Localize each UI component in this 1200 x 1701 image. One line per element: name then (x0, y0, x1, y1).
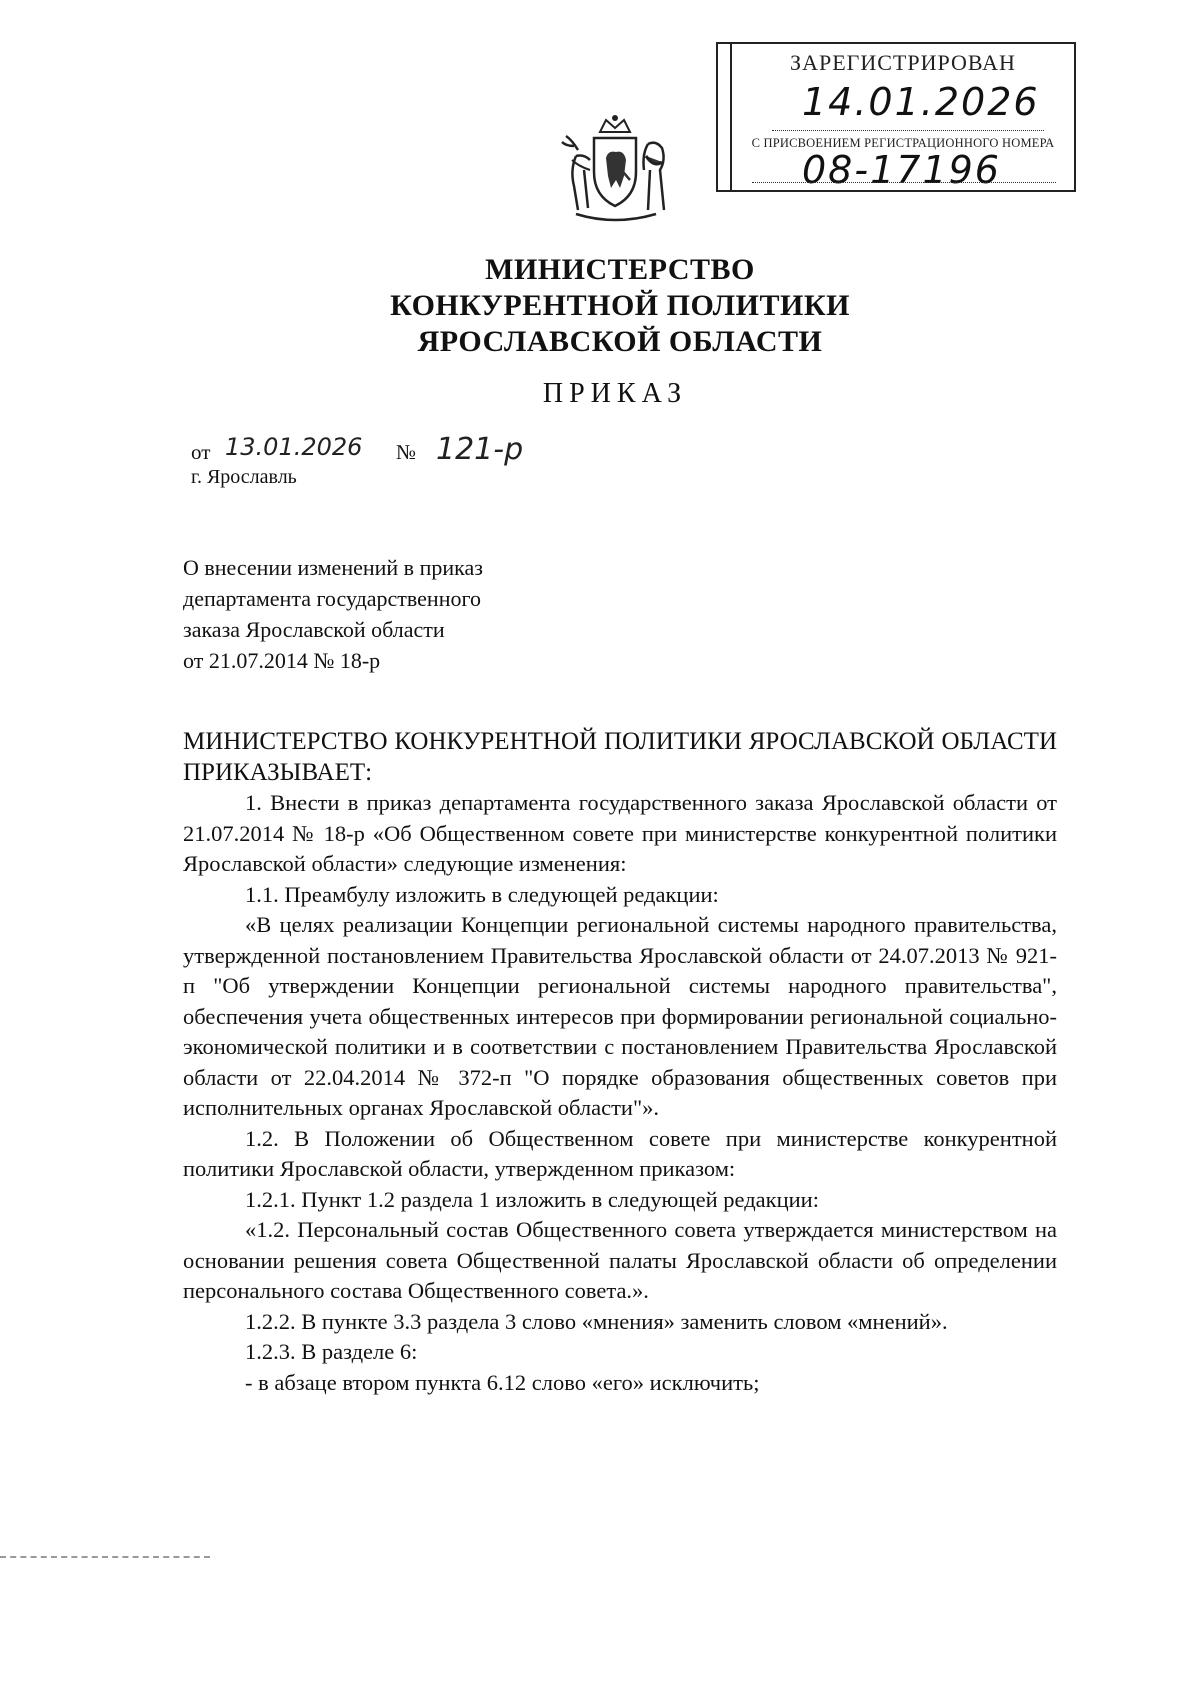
clause-1-2-3-a: - в абзаце втором пункта 6.12 слово «его» исключить; (245, 1369, 760, 1395)
clause-1-2-1: 1.2.1. Пункт 1.2 раздела 1 изложить в следующей редакции: (245, 1186, 819, 1212)
stamp-frame (730, 44, 1074, 190)
coat-of-arms-icon (556, 110, 674, 230)
clause-1-2-3: 1.2.3. В разделе 6: (245, 1339, 418, 1364)
date-label: от (191, 440, 211, 464)
stamp-number-line (752, 182, 1056, 183)
stamp-number: 08-17196 (802, 148, 1001, 192)
clause-1: 1. Внести в приказ департамента государственного заказа Ярославской области от 21.07.2014 № 18-р «Об Общественном совете при министерстве конкурентной политики Ярославской области» следующие изменения: (183, 790, 1057, 876)
city: г. Ярославль (191, 466, 297, 488)
subject-line: О внесении изменений в приказ (183, 555, 483, 580)
ministry-name-line1: МИНИСТЕРСТВО (485, 253, 755, 286)
subject-line: от 21.07.2014 № 18-р (183, 648, 381, 673)
order-date: 13.01.2026 (225, 433, 363, 461)
stamp-caption: С ПРИСВОЕНИЕМ РЕГИСТРАЦИОННОГО НОМЕРА (751, 136, 1055, 150)
stamp-date-line (772, 130, 1044, 131)
registration-stamp (716, 42, 1076, 192)
document-type-title: ПРИКАЗ (542, 378, 688, 409)
subject-line: заказа Ярославской области (183, 617, 445, 642)
subject-line: департамента государственного (183, 586, 481, 611)
clause-1-1-text: «В целях реализации Концепции региональной системы народного правительства, утвержденной постановлением Правительства Ярославской области от 24.07.2013 № 921-п "Об утверждении Концепции региональной системы народного правительства", обеспечения учета общественных интересов при формировании региональной социально-экономической политики и в соответствии с постановлением Правительства Ярославской области от 22.04.2014 № 372-п "О порядке образования общественных советов при исполнительных органах Ярославской области"». (183, 912, 1057, 1120)
scan-edge-mark (0, 1556, 210, 1558)
clause-1-2-1-text: «1.2. Персональный состав Общественного совета утверждается министерством на основании решения совета Общественной палаты Ярославской области об определении персонального состава Общественного совета.». (183, 1217, 1057, 1303)
stamp-date: 14.01.2026 (802, 80, 1040, 124)
stamp-title: ЗАРЕГИСТРИРОВАН (790, 50, 1016, 75)
ministry-name-line3: ЯРОСЛАВСКОЙ ОБЛАСТИ (417, 325, 823, 358)
clause-1-2-2: 1.2.2. В пункте 3.3 раздела 3 слово «мнения» заменить словом «мнений». (245, 1308, 948, 1334)
number-label: № (396, 440, 417, 464)
order-preamble: МИНИСТЕРСТВО КОНКУРЕНТНОЙ ПОЛИТИКИ ЯРОСЛАВСКОЙ ОБЛАСТИ ПРИКАЗЫВАЕТ: (183, 728, 1057, 786)
order-number: 121-р (436, 432, 524, 467)
order-subject (183, 552, 483, 676)
clause-1-1: 1.1. Преамбулу изложить в следующей редакции: (245, 881, 719, 907)
clause-1-2: 1.2. В Положении об Общественном совете при министерстве конкурентной политики Ярославской области, утвержденном приказом: (183, 1125, 1057, 1181)
ministry-name-line2: КОНКУРЕНТНОЙ ПОЛИТИКИ (390, 289, 850, 322)
order-body (183, 726, 1057, 1398)
